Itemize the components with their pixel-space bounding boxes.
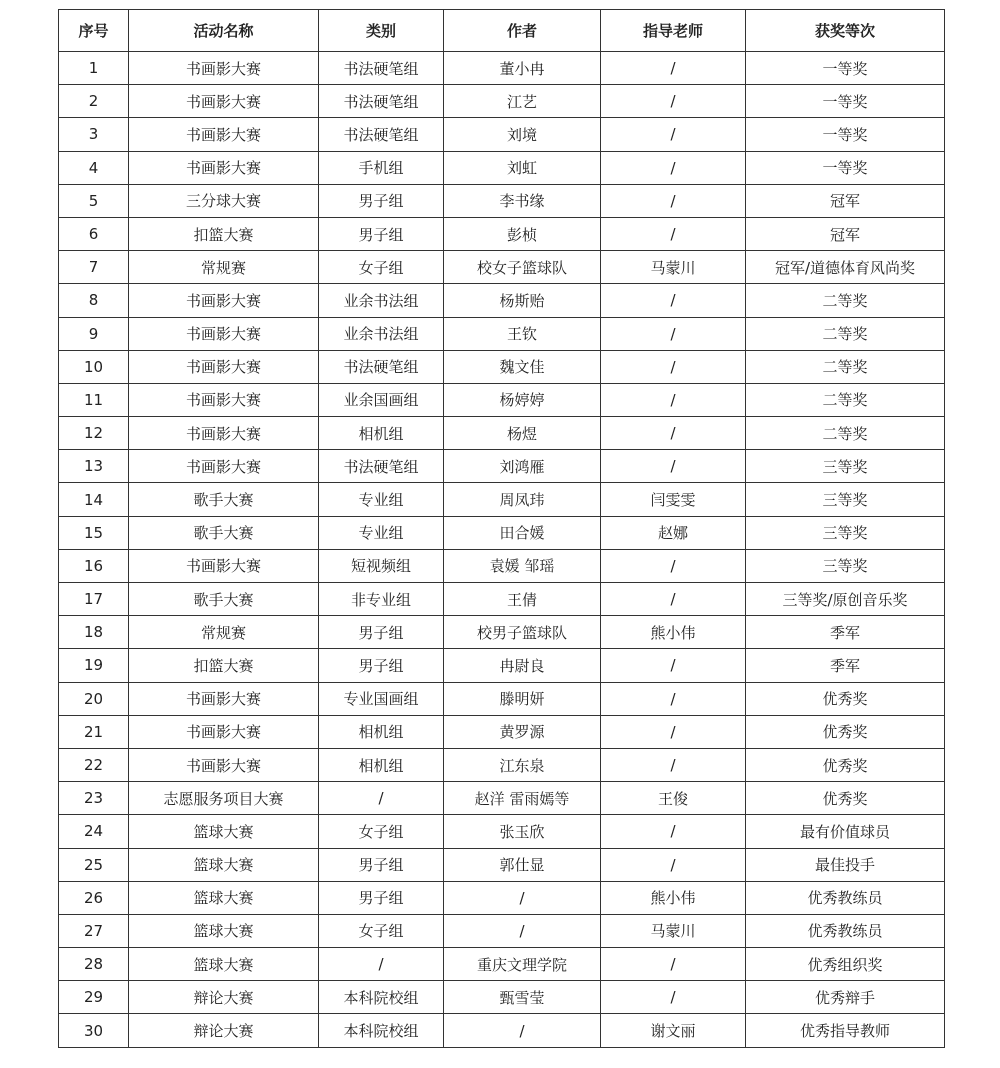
cell-award: 一等奖 <box>746 52 945 85</box>
table-row <box>59 748 945 781</box>
cell-index: 29 <box>59 981 129 1014</box>
table-row <box>59 616 945 649</box>
cell-advisor: 闫雯雯 <box>601 483 746 516</box>
header-award: 获奖等次 <box>746 10 945 52</box>
cell-index: 10 <box>59 350 129 383</box>
table-row <box>59 583 945 616</box>
cell-author: 周凤玮 <box>444 483 601 516</box>
cell-author: 校男子篮球队 <box>444 616 601 649</box>
cell-category: 男子组 <box>319 649 444 682</box>
cell-author: 校女子篮球队 <box>444 251 601 284</box>
header-category: 类别 <box>319 10 444 52</box>
cell-award: 优秀指导教师 <box>746 1014 945 1047</box>
cell-index: 22 <box>59 748 129 781</box>
cell-index: 24 <box>59 815 129 848</box>
table-row <box>59 782 945 815</box>
cell-index: 8 <box>59 284 129 317</box>
cell-index: 4 <box>59 151 129 184</box>
cell-author: 李书缘 <box>444 184 601 217</box>
cell-award: 优秀组织奖 <box>746 948 945 981</box>
cell-author: 刘鸿雁 <box>444 450 601 483</box>
cell-advisor: / <box>601 85 746 118</box>
cell-category: 本科院校组 <box>319 981 444 1014</box>
cell-category: 专业组 <box>319 516 444 549</box>
cell-award: 三等奖/原创音乐奖 <box>746 583 945 616</box>
cell-activity: 三分球大赛 <box>129 184 319 217</box>
cell-category: 手机组 <box>319 151 444 184</box>
cell-activity: 书画影大赛 <box>129 52 319 85</box>
cell-category: 业余书法组 <box>319 317 444 350</box>
cell-award: 冠军 <box>746 184 945 217</box>
cell-author: / <box>444 1014 601 1047</box>
cell-award: 最有价值球员 <box>746 815 945 848</box>
table-row <box>59 151 945 184</box>
cell-advisor: / <box>601 715 746 748</box>
cell-author: 杨婷婷 <box>444 383 601 416</box>
table-row <box>59 483 945 516</box>
cell-category: 男子组 <box>319 881 444 914</box>
cell-author: / <box>444 914 601 947</box>
cell-activity: 志愿服务项目大赛 <box>129 782 319 815</box>
table-row <box>59 251 945 284</box>
table-row <box>59 118 945 151</box>
cell-category: 相机组 <box>319 715 444 748</box>
header-row <box>59 10 945 52</box>
cell-category: 书法硬笔组 <box>319 118 444 151</box>
cell-award: 三等奖 <box>746 516 945 549</box>
cell-advisor: 熊小伟 <box>601 616 746 649</box>
cell-index: 9 <box>59 317 129 350</box>
cell-index: 1 <box>59 52 129 85</box>
cell-category: 专业国画组 <box>319 682 444 715</box>
cell-activity: 歌手大赛 <box>129 483 319 516</box>
cell-advisor: 谢文丽 <box>601 1014 746 1047</box>
cell-author: 张玉欣 <box>444 815 601 848</box>
cell-award: 冠军/道德体育风尚奖 <box>746 251 945 284</box>
cell-category: 书法硬笔组 <box>319 85 444 118</box>
cell-award: 优秀奖 <box>746 782 945 815</box>
cell-advisor: / <box>601 350 746 383</box>
cell-advisor: 赵娜 <box>601 516 746 549</box>
cell-index: 17 <box>59 583 129 616</box>
table-row <box>59 450 945 483</box>
cell-author: 田合媛 <box>444 516 601 549</box>
cell-activity: 扣篮大赛 <box>129 217 319 250</box>
cell-award: 一等奖 <box>746 151 945 184</box>
table-row <box>59 881 945 914</box>
cell-activity: 书画影大赛 <box>129 682 319 715</box>
cell-advisor: / <box>601 815 746 848</box>
cell-category: 男子组 <box>319 184 444 217</box>
cell-activity: 歌手大赛 <box>129 583 319 616</box>
cell-award: 优秀奖 <box>746 682 945 715</box>
header-advisor: 指导老师 <box>601 10 746 52</box>
table-row <box>59 1014 945 1047</box>
cell-category: 相机组 <box>319 748 444 781</box>
cell-advisor: 熊小伟 <box>601 881 746 914</box>
cell-advisor: / <box>601 649 746 682</box>
cell-award: 二等奖 <box>746 317 945 350</box>
cell-index: 23 <box>59 782 129 815</box>
table-row <box>59 383 945 416</box>
cell-index: 18 <box>59 616 129 649</box>
cell-category: 业余书法组 <box>319 284 444 317</box>
cell-activity: 常规赛 <box>129 616 319 649</box>
table-row <box>59 184 945 217</box>
cell-category: 相机组 <box>319 417 444 450</box>
cell-author: 王倩 <box>444 583 601 616</box>
table-row <box>59 715 945 748</box>
table-row <box>59 350 945 383</box>
cell-category: 女子组 <box>319 251 444 284</box>
cell-category: 业余国画组 <box>319 383 444 416</box>
table-row <box>59 317 945 350</box>
cell-index: 30 <box>59 1014 129 1047</box>
cell-index: 12 <box>59 417 129 450</box>
cell-index: 15 <box>59 516 129 549</box>
cell-advisor: / <box>601 284 746 317</box>
cell-award: 一等奖 <box>746 85 945 118</box>
cell-advisor: / <box>601 151 746 184</box>
cell-author: 冉尉良 <box>444 649 601 682</box>
cell-author: 滕明妍 <box>444 682 601 715</box>
cell-author: 杨煜 <box>444 417 601 450</box>
cell-category: 书法硬笔组 <box>319 450 444 483</box>
cell-index: 27 <box>59 914 129 947</box>
cell-advisor: / <box>601 450 746 483</box>
cell-activity: 书画影大赛 <box>129 450 319 483</box>
cell-index: 26 <box>59 881 129 914</box>
cell-award: 优秀教练员 <box>746 914 945 947</box>
cell-index: 28 <box>59 948 129 981</box>
cell-category: / <box>319 782 444 815</box>
cell-award: 三等奖 <box>746 450 945 483</box>
cell-activity: 书画影大赛 <box>129 748 319 781</box>
cell-advisor: / <box>601 981 746 1014</box>
cell-award: 冠军 <box>746 217 945 250</box>
cell-award: 二等奖 <box>746 383 945 416</box>
cell-category: 男子组 <box>319 616 444 649</box>
cell-activity: 书画影大赛 <box>129 715 319 748</box>
cell-advisor: / <box>601 583 746 616</box>
cell-author: 袁媛 邹瑶 <box>444 549 601 582</box>
cell-activity: 书画影大赛 <box>129 151 319 184</box>
cell-award: 优秀教练员 <box>746 881 945 914</box>
cell-advisor: / <box>601 948 746 981</box>
cell-index: 25 <box>59 848 129 881</box>
cell-award: 三等奖 <box>746 549 945 582</box>
cell-activity: 篮球大赛 <box>129 881 319 914</box>
cell-index: 21 <box>59 715 129 748</box>
cell-award: 季军 <box>746 616 945 649</box>
cell-award: 二等奖 <box>746 284 945 317</box>
table-row <box>59 649 945 682</box>
cell-category: 书法硬笔组 <box>319 350 444 383</box>
cell-award: 最佳投手 <box>746 848 945 881</box>
cell-advisor: / <box>601 217 746 250</box>
cell-advisor: / <box>601 184 746 217</box>
cell-advisor: / <box>601 383 746 416</box>
cell-award: 优秀奖 <box>746 715 945 748</box>
cell-activity: 篮球大赛 <box>129 948 319 981</box>
cell-activity: 常规赛 <box>129 251 319 284</box>
cell-award: 一等奖 <box>746 118 945 151</box>
table-row <box>59 948 945 981</box>
cell-category: 短视频组 <box>319 549 444 582</box>
awards-table <box>58 9 945 1048</box>
cell-category: 女子组 <box>319 914 444 947</box>
cell-index: 11 <box>59 383 129 416</box>
cell-author: 赵洋 雷雨嫣等 <box>444 782 601 815</box>
table-row <box>59 516 945 549</box>
cell-activity: 辩论大赛 <box>129 1014 319 1047</box>
cell-index: 20 <box>59 682 129 715</box>
table-row <box>59 217 945 250</box>
cell-advisor: / <box>601 549 746 582</box>
cell-activity: 书画影大赛 <box>129 417 319 450</box>
table-row <box>59 815 945 848</box>
cell-author: 甄雪莹 <box>444 981 601 1014</box>
cell-activity: 歌手大赛 <box>129 516 319 549</box>
cell-activity: 辩论大赛 <box>129 981 319 1014</box>
cell-advisor: / <box>601 118 746 151</box>
cell-author: 杨斯贻 <box>444 284 601 317</box>
cell-advisor: / <box>601 52 746 85</box>
cell-author: 江艺 <box>444 85 601 118</box>
cell-category: 书法硬笔组 <box>319 52 444 85</box>
cell-category: 非专业组 <box>319 583 444 616</box>
cell-index: 5 <box>59 184 129 217</box>
cell-author: / <box>444 881 601 914</box>
header-activity: 活动名称 <box>129 10 319 52</box>
cell-advisor: / <box>601 848 746 881</box>
cell-activity: 书画影大赛 <box>129 383 319 416</box>
cell-award: 二等奖 <box>746 350 945 383</box>
cell-advisor: 王俊 <box>601 782 746 815</box>
cell-index: 13 <box>59 450 129 483</box>
cell-author: 重庆文理学院 <box>444 948 601 981</box>
table-row <box>59 85 945 118</box>
cell-index: 3 <box>59 118 129 151</box>
table-row <box>59 848 945 881</box>
cell-activity: 篮球大赛 <box>129 914 319 947</box>
cell-award: 优秀奖 <box>746 748 945 781</box>
cell-category: 专业组 <box>319 483 444 516</box>
cell-index: 2 <box>59 85 129 118</box>
table-row <box>59 549 945 582</box>
cell-author: 刘虹 <box>444 151 601 184</box>
header-author: 作者 <box>444 10 601 52</box>
cell-advisor: / <box>601 317 746 350</box>
cell-author: 董小冉 <box>444 52 601 85</box>
cell-activity: 篮球大赛 <box>129 815 319 848</box>
table-row <box>59 914 945 947</box>
cell-author: 黄罗源 <box>444 715 601 748</box>
cell-advisor: 马蒙川 <box>601 251 746 284</box>
cell-index: 14 <box>59 483 129 516</box>
cell-author: 刘境 <box>444 118 601 151</box>
table-row <box>59 284 945 317</box>
cell-award: 二等奖 <box>746 417 945 450</box>
table-row <box>59 52 945 85</box>
cell-advisor: 马蒙川 <box>601 914 746 947</box>
cell-author: 王钦 <box>444 317 601 350</box>
cell-advisor: / <box>601 417 746 450</box>
cell-author: 江东泉 <box>444 748 601 781</box>
cell-activity: 书画影大赛 <box>129 118 319 151</box>
table-row <box>59 682 945 715</box>
cell-activity: 书画影大赛 <box>129 284 319 317</box>
cell-author: 郭仕显 <box>444 848 601 881</box>
cell-activity: 书画影大赛 <box>129 350 319 383</box>
cell-activity: 篮球大赛 <box>129 848 319 881</box>
cell-author: 魏文佳 <box>444 350 601 383</box>
cell-author: 彭桢 <box>444 217 601 250</box>
cell-category: / <box>319 948 444 981</box>
table-row <box>59 417 945 450</box>
cell-index: 7 <box>59 251 129 284</box>
cell-index: 16 <box>59 549 129 582</box>
cell-index: 19 <box>59 649 129 682</box>
cell-activity: 书画影大赛 <box>129 549 319 582</box>
cell-advisor: / <box>601 682 746 715</box>
cell-advisor: / <box>601 748 746 781</box>
table-row <box>59 981 945 1014</box>
cell-category: 女子组 <box>319 815 444 848</box>
cell-category: 本科院校组 <box>319 1014 444 1047</box>
cell-category: 男子组 <box>319 848 444 881</box>
cell-award: 季军 <box>746 649 945 682</box>
cell-activity: 书画影大赛 <box>129 317 319 350</box>
cell-index: 6 <box>59 217 129 250</box>
cell-award: 三等奖 <box>746 483 945 516</box>
cell-award: 优秀辩手 <box>746 981 945 1014</box>
cell-category: 男子组 <box>319 217 444 250</box>
cell-activity: 扣篮大赛 <box>129 649 319 682</box>
cell-activity: 书画影大赛 <box>129 85 319 118</box>
header-index: 序号 <box>59 10 129 52</box>
